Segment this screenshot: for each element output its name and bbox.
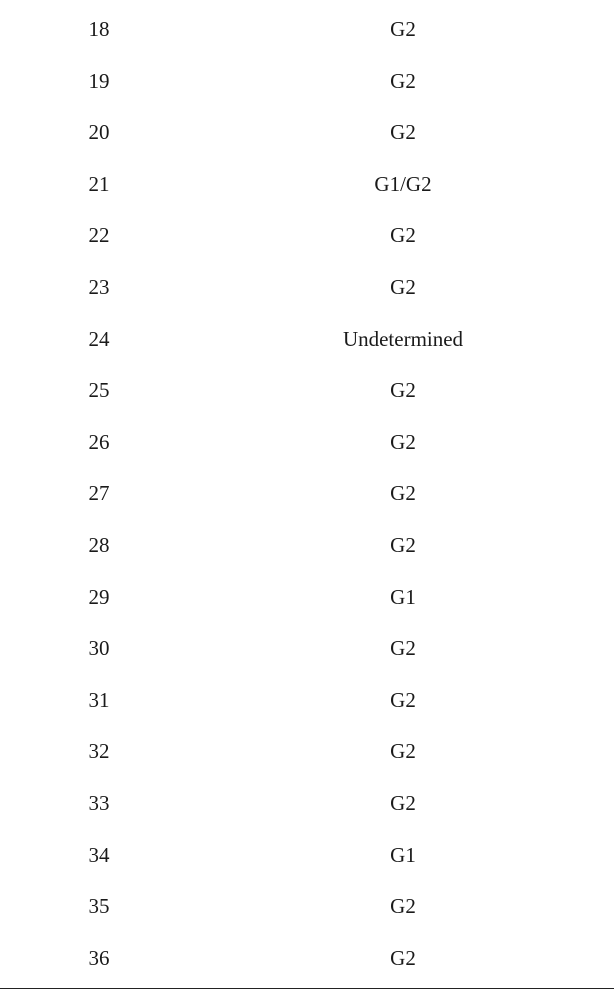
table-row: 32 G2	[88, 739, 416, 764]
table-row: 19 G2	[88, 68, 416, 93]
table-row: 33 G2	[88, 790, 416, 815]
table-row: 31 G2	[88, 687, 416, 712]
table-row: 23 G2	[88, 274, 416, 299]
table-row: 30 G2	[88, 636, 416, 661]
table-row: 18 G2	[88, 17, 416, 41]
table-row: 36 G2	[88, 945, 416, 970]
table-row: 27 G2	[88, 481, 416, 506]
table-row: 24 Undetermined	[88, 326, 464, 351]
table-row: 34 G1	[88, 842, 416, 867]
table-bottom-rule	[0, 988, 614, 989]
table-row: 22 G2	[88, 223, 416, 248]
table-row: 25 G2	[88, 378, 416, 403]
table-row: 29 G1	[88, 584, 416, 609]
table-row: 21 G1/G2	[88, 171, 432, 196]
table-row: 28 G2	[88, 532, 416, 557]
table-row: 35 G2	[88, 894, 416, 919]
table-row: 26 G2	[88, 429, 416, 454]
table-row: 20 G2	[88, 120, 416, 145]
data-table	[0, 4, 614, 984]
